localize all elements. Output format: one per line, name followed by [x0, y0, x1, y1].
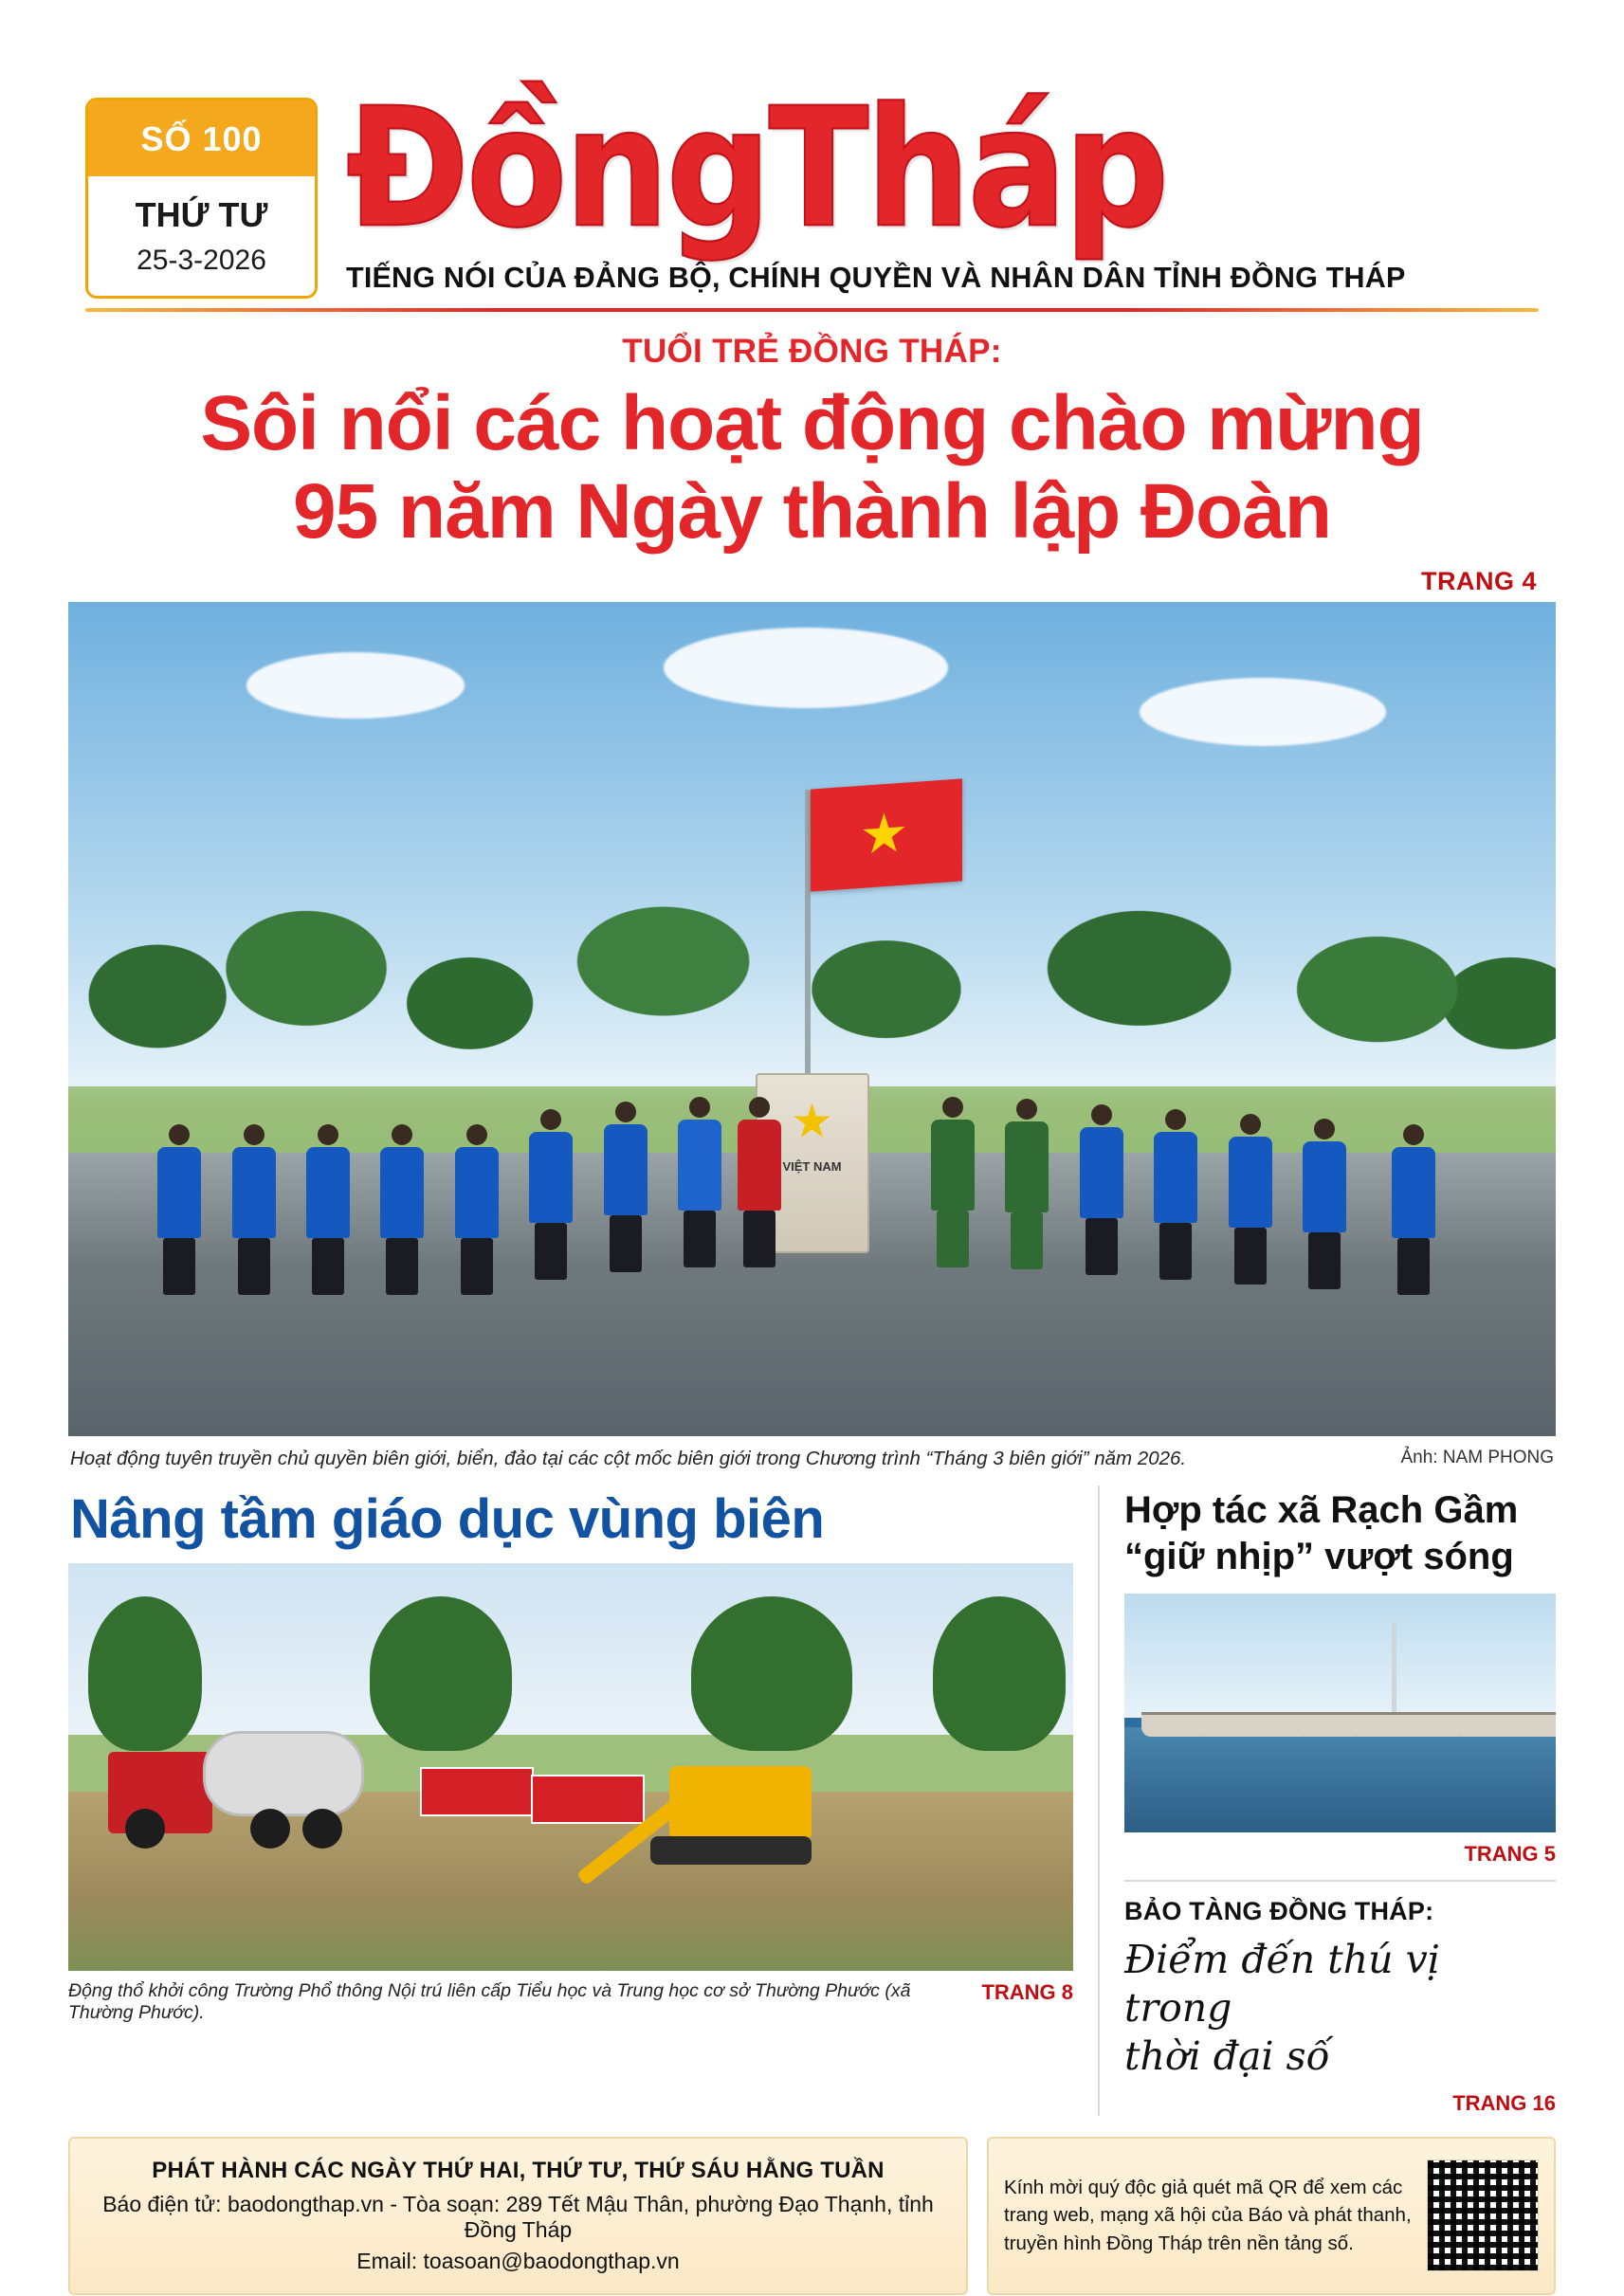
lead-photo — [68, 602, 1556, 1436]
left-story-caption-row — [68, 1971, 1073, 2024]
vietnam-flag-icon — [811, 778, 962, 891]
left-story-column — [68, 1485, 1073, 2115]
person-figure — [1154, 1109, 1197, 1280]
flag-star-icon — [862, 811, 905, 857]
person-figure — [738, 1097, 781, 1267]
paper-slogan: TIẾNG NÓI CỦA ĐẢNG BỘ, CHÍNH QUYỀN VÀ NHÂN DÂN TỈNH ĐỒNG THÁP — [346, 262, 1406, 295]
person-figure — [380, 1124, 424, 1295]
person-figure — [1303, 1119, 1346, 1289]
lead-headline-line2: 95 năm Ngày thành lập Đoàn — [293, 467, 1331, 555]
person-figure — [1080, 1104, 1123, 1275]
person-figure — [1392, 1124, 1435, 1295]
footer-qr-text: Kính mời quý độc giả quét mã QR để xem các trang web, mạng xã hội của Báo và phát thanh, truyền hình Đồng Tháp trên nền tảng số. — [1004, 2176, 1412, 2255]
person-figure — [232, 1124, 276, 1295]
footer-contact: Báo điện tử: baodongthap.vn - Tòa soạn: 289 Tết Mậu Thân, phường Đạo Thạnh, tỉnh Đồng Tháp — [102, 2191, 934, 2242]
lead-page-ref: TRANG 4 — [1420, 567, 1537, 596]
qr-code-icon[interactable] — [1427, 2159, 1539, 2271]
right-story-1-headline-line1: Hợp tác xã Rạch Gầm — [1124, 1489, 1519, 1532]
paper-title: ĐồngTháp — [346, 71, 1167, 264]
red-banner-sign — [420, 1767, 534, 1816]
lower-section — [68, 1485, 1556, 2115]
photo-people-group — [68, 1045, 1556, 1295]
issue-weekday: THỨ TƯ — [135, 195, 268, 234]
cloud-shape — [246, 652, 465, 719]
footer — [68, 2137, 1556, 2295]
footer-qr-block — [987, 2137, 1556, 2295]
lead-photo-credit: Ảnh: NAM PHONG — [1400, 1448, 1554, 1468]
left-story-headline[interactable]: Nâng tầm giáo dục vùng biên — [70, 1488, 825, 1551]
issue-number: SỐ 100 — [88, 100, 315, 176]
tree-shape — [933, 1596, 1066, 1751]
masthead-divider — [85, 308, 1539, 312]
left-story-page-ref: TRANG 8 — [981, 1980, 1073, 2005]
right-story-column — [1098, 1485, 1556, 2115]
person-figure — [931, 1097, 975, 1267]
cloud-shape — [1140, 678, 1386, 746]
right-story-2-headline[interactable] — [1124, 1936, 1556, 2082]
lead-photo-block — [68, 602, 1556, 1470]
issue-info-box — [85, 98, 318, 299]
marker-country-text: VIỆT NAM — [782, 1158, 842, 1174]
person-figure — [529, 1109, 573, 1280]
person-figure — [455, 1124, 499, 1295]
right-story-2-page-ref: TRANG 16 — [1452, 2090, 1556, 2115]
person-figure — [678, 1097, 721, 1267]
person-figure — [1229, 1114, 1272, 1285]
cloud-shape — [664, 628, 948, 708]
tree-shape — [370, 1596, 512, 1751]
lead-headline-line1: Sôi nổi các hoạt động chào mừng — [200, 380, 1424, 466]
person-figure — [306, 1124, 350, 1295]
footer-publication-info — [68, 2137, 968, 2295]
lead-photo-caption-row — [68, 1436, 1556, 1470]
right-photo-river — [1124, 1727, 1556, 1832]
person-figure — [157, 1124, 201, 1295]
lead-photo-caption: Hoạt động tuyên truyền chủ quyền biên giới, biển, đảo tại các cột mốc biên giới trong Chương trình “Tháng 3 biên giới” năm 2026. — [70, 1448, 1187, 1470]
left-story-photo — [68, 1563, 1073, 1971]
right-column-divider — [1124, 1880, 1556, 1882]
right-story-1-page-ref: TRANG 5 — [1464, 1841, 1556, 1866]
right-story-2-headline-line1: Điểm đến thú vị trong — [1124, 1936, 1440, 2032]
issue-date: 25-3-2026 — [137, 245, 266, 276]
footer-email: Email: toasoan@baodongthap.vn — [356, 2248, 680, 2273]
left-story-caption: Động thổ khởi công Trường Phổ thông Nội trú liên cấp Tiểu học và Trung học cơ sở Thường Phước (xã Thường Phước). — [68, 1980, 911, 2024]
right-story-1-photo — [1124, 1594, 1556, 1832]
footer-schedule: PHÁT HÀNH CÁC NGÀY THỨ HAI, THỨ TƯ, THỨ SÁU HẰNG TUẦN — [152, 2157, 885, 2183]
excavator — [546, 1675, 812, 1865]
right-story-2-headline-line2: thời đại số — [1124, 2033, 1330, 2080]
masthead — [0, 0, 1624, 299]
person-figure — [604, 1102, 648, 1272]
right-story-1-headline-line2: “giữ nhịp” vượt sóng — [1124, 1536, 1514, 1578]
right-story-1-headline[interactable] — [1124, 1487, 1556, 1580]
concrete-mixer-truck — [108, 1706, 383, 1849]
person-figure — [1005, 1099, 1049, 1269]
masthead-title-wrap — [335, 71, 1539, 295]
lead-kicker: TUỔI TRẺ ĐỒNG THÁP: — [622, 333, 1002, 370]
right-story-2-kicker: BẢO TÀNG ĐỒNG THÁP: — [1124, 1896, 1434, 1925]
lead-headline — [66, 380, 1558, 556]
boat-row — [1124, 1680, 1556, 1737]
